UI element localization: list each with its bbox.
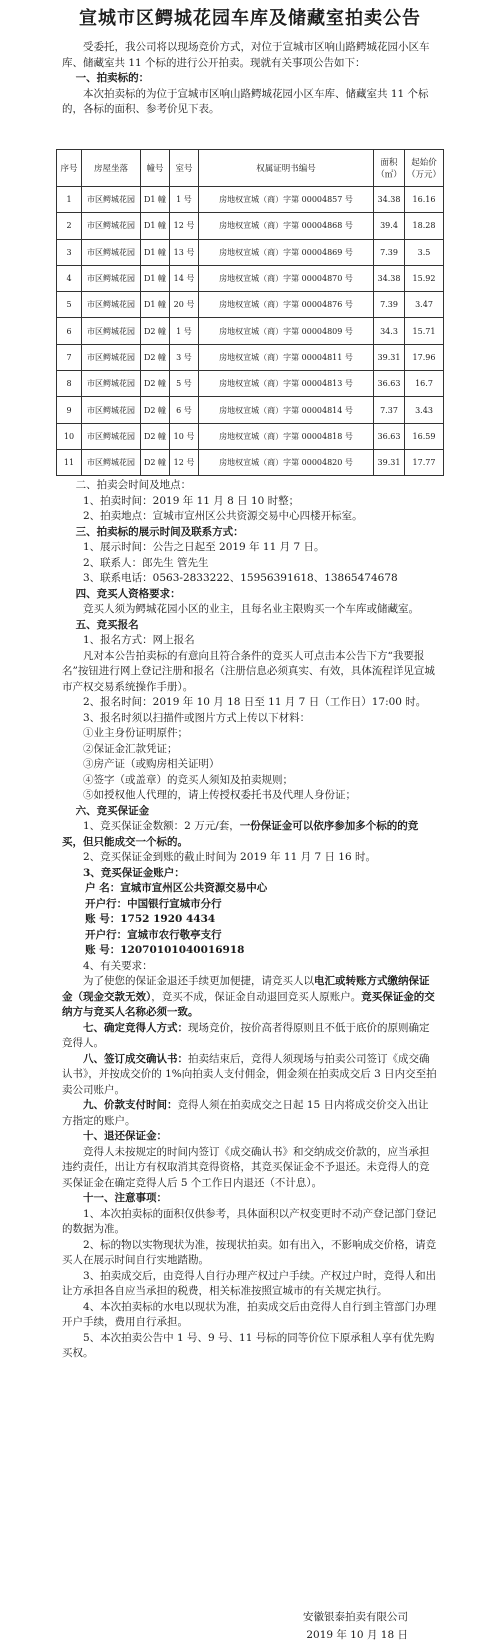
cell-building: D1 幢 <box>141 265 170 291</box>
cell-certificate: 房地权宣城（商）字第 00004820 号 <box>199 449 374 475</box>
table-row <box>57 318 444 344</box>
cell-index: 4 <box>57 265 82 291</box>
registration-method: 1、报名方式：网上报名 <box>83 634 195 646</box>
cell-location: 市区鳄城花园 <box>82 318 141 344</box>
cell-price: 18.28 <box>405 213 444 239</box>
table-row <box>57 265 444 291</box>
table-row <box>57 239 444 265</box>
table-row <box>57 292 444 318</box>
table-row <box>57 397 444 423</box>
cell-area: 34.3 <box>374 318 405 344</box>
account-bank-label: 开户行： <box>85 897 128 910</box>
deposit-requirements <box>62 974 437 1021</box>
deposit-deadline: 2、竞买保证金到账的截止时间为 2019 年 11 月 7 日 16 时。 <box>83 851 377 863</box>
section-7-heading: 七、确定竞得人方式： <box>83 1021 188 1034</box>
cell-certificate: 房地权宣城（商）字第 00004868 号 <box>199 213 374 239</box>
cell-area: 36.63 <box>374 423 405 449</box>
intro-paragraph: 受委托，我公司将以现场竞价方式，对位于宣城市区响山路鳄城花园小区车库、储藏室共 11 个标的进行公开拍卖。现就有关事项公告如下： <box>62 41 430 69</box>
auction-location: 2、拍卖地点：宣城市宣州区公共资源交易中心四楼开标室。 <box>83 510 363 522</box>
cell-room: 20 号 <box>170 292 199 318</box>
deposit-amount <box>62 819 437 850</box>
cell-room: 1 号 <box>170 187 199 213</box>
section-9-text: 竞得人须在拍卖成交之日起 15 日内将成交价交入出让方指定的账户。 <box>62 1099 429 1127</box>
req-part-a: 为了使您的保证金退还手续更加便捷，请竞买人以 <box>83 975 314 987</box>
auction-items-table <box>56 149 444 476</box>
section-10-heading: 十、退还保证金： <box>83 1130 167 1142</box>
table-row <box>57 344 444 370</box>
col-header-location: 房屋坐落 <box>82 150 141 187</box>
note-item: 2、标的物以实物现状为准，按现状拍卖。如有出入，不影响成交价格，请竞买人在展示时间自行实地踏勘。 <box>62 1238 437 1266</box>
footer-company: 安徽银泰拍卖有限公司 <box>303 1611 408 1623</box>
cell-room: 14 号 <box>170 265 199 291</box>
cell-building: D2 幢 <box>141 423 170 449</box>
cell-room: 5 号 <box>170 371 199 397</box>
section-1-heading: 一、拍卖标的： <box>75 72 150 84</box>
cell-area: 34.38 <box>374 187 405 213</box>
account-bank2-line <box>62 928 437 944</box>
col-header-area: 面积（㎡） <box>374 150 405 187</box>
cell-certificate: 房地权宣城（商）字第 00004876 号 <box>199 292 374 318</box>
registration-time: 2、报名时间：2019 年 10 月 18 日至 11 月 7 日（工作日）17:00 时。 <box>83 696 427 708</box>
account-number-label: 账 号： <box>85 913 121 925</box>
material-item: ③房产证（或购房相关证明） <box>83 758 220 770</box>
account-name-line <box>62 881 437 897</box>
cell-price: 3.47 <box>405 292 444 318</box>
auction-time: 1、拍卖时间：2019 年 11 月 8 日 10 时整； <box>83 494 300 507</box>
cell-price: 17.96 <box>405 344 444 370</box>
cell-price: 17.77 <box>405 449 444 475</box>
cell-area: 7.39 <box>374 292 405 318</box>
cell-certificate: 房地权宣城（商）字第 00004809 号 <box>199 318 374 344</box>
account-bank2: 宣城市农行敬亭支行 <box>127 928 222 941</box>
details-block <box>62 478 437 1362</box>
account-number2-line <box>62 943 437 959</box>
cell-area: 7.39 <box>374 239 405 265</box>
cell-index: 2 <box>57 213 82 239</box>
col-header-index: 序号 <box>57 150 82 187</box>
cell-building: D2 幢 <box>141 318 170 344</box>
cell-room: 12 号 <box>170 213 199 239</box>
cell-location: 市区鳄城花园 <box>82 397 141 423</box>
page-title: 宣城市区鳄城花园车库及储藏室拍卖公告 <box>79 8 421 29</box>
cell-certificate: 房地权宣城（商）字第 00004811 号 <box>199 344 374 370</box>
registration-materials: 3、报名时须以扫描件或图片方式上传以下材料： <box>83 711 311 724</box>
section-7-text: 现场竞价，按价高者得原则且不低于底价的原则确定竞得人。 <box>62 1021 430 1049</box>
account-bank-line <box>62 897 437 913</box>
req-part-b: 电汇或转账方式缴纳保证金（现金交款无效） <box>62 975 430 1003</box>
section-3-heading: 三、拍卖标的展示时间及联系方式： <box>75 525 244 538</box>
registration-instructions: 凡对本公告拍卖标的有意向且符合条件的竞买人可点击本公告下方“我要报名”按钮进行网上登记注册和报名（注册信息必须真实、有效，具体流程详见宣城市产权交易系统操作手册）。 <box>62 649 435 693</box>
section-5-heading: 五、竞买报名 <box>75 618 139 631</box>
cell-index: 9 <box>57 397 82 423</box>
material-item: ⑤如授权他人代理的，请上传授权委托书及代理人身份证； <box>83 789 356 801</box>
cell-location: 市区鳄城花园 <box>82 449 141 475</box>
cell-location: 市区鳄城花园 <box>82 239 141 265</box>
cell-location: 市区鳄城花园 <box>82 371 141 397</box>
contact-phone: 3、联系电话：0563-2833222、15956391618、13865474678 <box>83 572 398 584</box>
cell-building: D1 幢 <box>141 292 170 318</box>
section-1-text: 本次拍卖标的为位于宣城市区响山路鳄城花园小区车库、储藏室共 11 个标的，各标的面积、参考价见下表。 <box>62 87 429 115</box>
section-10-text: 竞得人未按规定的时间内签订《成交确认书》和交纳成交价款的，应当承担违约责任，出让方有权取消其竞得资格，其竞买保证金不予退还。未竞得人的竞买保证金在确定竞得人后 5 个工作日内退还（不计息）。 <box>62 1145 430 1189</box>
account-number-line <box>62 912 437 928</box>
cell-room: 6 号 <box>170 397 199 423</box>
cell-index: 8 <box>57 371 82 397</box>
section-8 <box>62 1052 437 1099</box>
table-row <box>57 187 444 213</box>
note-item: 4、本次拍卖标的水电以现状为准，拍卖成交后由竞得人自行到主管部门办理开户手续，费用自行承担。 <box>62 1300 437 1328</box>
footer <box>303 1608 408 1644</box>
account-number2-label: 账 号： <box>85 944 121 956</box>
cell-index: 1 <box>57 187 82 213</box>
cell-location: 市区鳄城花园 <box>82 265 141 291</box>
table-body <box>57 187 444 476</box>
material-item: ④签字（或盖章）的竞买人须知及拍卖规则； <box>83 773 293 786</box>
cell-location: 市区鳄城花园 <box>82 213 141 239</box>
note-item: 1、本次拍卖标的面积仅供参考，具体面积以产权变更时不动产登记部门登记的数据为准。 <box>62 1207 437 1235</box>
cell-area: 39.4 <box>374 213 405 239</box>
cell-building: D2 幢 <box>141 371 170 397</box>
cell-certificate: 房地权宣城（商）字第 00004857 号 <box>199 187 374 213</box>
account-number: 1752 1920 4434 <box>120 913 216 925</box>
cell-area: 34.38 <box>374 265 405 291</box>
cell-room: 13 号 <box>170 239 199 265</box>
section-9-heading: 九、价款支付时间： <box>83 1099 178 1111</box>
cell-price: 3.5 <box>405 239 444 265</box>
cell-location: 市区鳄城花园 <box>82 344 141 370</box>
table-header-row <box>57 150 444 187</box>
display-time: 1、展示时间：公告之日起至 2019 年 11 月 7 日。 <box>83 541 325 553</box>
cell-certificate: 房地权宣城（商）字第 00004814 号 <box>199 397 374 423</box>
contact-person: 2、联系人：郎先生 管先生 <box>83 556 209 569</box>
table-row <box>57 213 444 239</box>
cell-area: 39.31 <box>374 344 405 370</box>
cell-location: 市区鳄城花园 <box>82 187 141 213</box>
material-item: ②保证金汇款凭证； <box>83 742 178 755</box>
col-header-certificate: 权属证明书编号 <box>199 150 374 187</box>
cell-room: 1 号 <box>170 318 199 344</box>
account-name-label: 户 名： <box>85 882 121 894</box>
cell-building: D2 幢 <box>141 449 170 475</box>
cell-certificate: 房地权宣城（商）字第 00004870 号 <box>199 265 374 291</box>
note-item: 5、本次拍卖公告中 1 号、9 号、11 号标的同等价位下原承租人享有优先购买权。 <box>62 1331 435 1359</box>
cell-index: 10 <box>57 423 82 449</box>
cell-index: 3 <box>57 239 82 265</box>
cell-building: D1 幢 <box>141 213 170 239</box>
cell-index: 5 <box>57 292 82 318</box>
cell-price: 15.71 <box>405 318 444 344</box>
cell-certificate: 房地权宣城（商）字第 00004818 号 <box>199 423 374 449</box>
req-part-c: ，竞买不成，保证金自动退回竞买人原账户。 <box>151 990 362 1003</box>
note-item: 3、拍卖成交后，由竞得人自行办理产权过户手续。产权过户时，竞得人和出让方承担各自应当承担的税费，相关标准按照宣城市的有关规定执行。 <box>62 1269 437 1297</box>
section-8-heading: 八、签订成交确认书： <box>83 1052 188 1065</box>
cell-room: 12 号 <box>170 449 199 475</box>
account-bank: 中国银行宣城市分行 <box>127 897 222 910</box>
col-header-room: 室号 <box>170 150 199 187</box>
intro-block <box>62 40 437 118</box>
cell-certificate: 房地权宣城（商）字第 00004869 号 <box>199 239 374 265</box>
cell-area: 7.37 <box>374 397 405 423</box>
req-part-d: 竞买保证金的交纳方与竞买人名称必须一致。 <box>62 990 435 1018</box>
section-8-text: 拍卖结束后，竞得人须现场与拍卖公司签订《成交确认书》，并按成交价的 1%向拍卖人支付佣金，佣金须在拍卖成交后 3 日内交至拍卖公司账户。 <box>62 1052 437 1096</box>
cell-price: 16.7 <box>405 371 444 397</box>
section-11-heading: 十一、注意事项： <box>83 1192 167 1204</box>
cell-index: 6 <box>57 318 82 344</box>
account-bank2-label: 开户行： <box>85 928 128 941</box>
account-number2: 12070101040016918 <box>120 944 245 956</box>
deposit-amount-text: 1、竞买保证金数额：2 万元/套， <box>83 820 240 832</box>
cell-building: D2 幢 <box>141 397 170 423</box>
cell-price: 16.59 <box>405 423 444 449</box>
cell-building: D1 幢 <box>141 239 170 265</box>
cell-building: D1 幢 <box>141 187 170 213</box>
cell-area: 39.31 <box>374 449 405 475</box>
material-item: ①业主身份证明原件； <box>83 727 188 739</box>
cell-price: 15.92 <box>405 265 444 291</box>
section-7 <box>62 1021 437 1052</box>
cell-certificate: 房地权宣城（商）字第 00004813 号 <box>199 371 374 397</box>
col-header-price: 起始价（万元） <box>405 150 444 187</box>
cell-price: 16.16 <box>405 187 444 213</box>
section-6-heading: 六、竞买保证金 <box>75 804 150 817</box>
cell-index: 11 <box>57 449 82 475</box>
cell-index: 7 <box>57 344 82 370</box>
cell-location: 市区鳄城花园 <box>82 292 141 318</box>
account-name: 宣城市宣州区公共资源交易中心 <box>120 882 268 894</box>
footer-date: 2019 年 10 月 18 日 <box>306 1629 408 1641</box>
deposit-account-heading: 3、竞买保证金账户： <box>83 866 185 879</box>
deposit-requirements-heading: 4、有关要求： <box>83 959 153 972</box>
deposit-rule: 一份保证金可以依序参加多个标的的竞买，但只能成交一个标的。 <box>62 820 419 848</box>
cell-building: D2 幢 <box>141 344 170 370</box>
section-4-heading: 四、竞买人资格要求： <box>75 587 181 600</box>
section-2-heading: 二、拍卖会时间及地点： <box>75 479 192 491</box>
cell-location: 市区鳄城花园 <box>82 423 141 449</box>
cell-room: 10 号 <box>170 423 199 449</box>
cell-area: 36.63 <box>374 371 405 397</box>
table-row <box>57 423 444 449</box>
table-row <box>57 371 444 397</box>
cell-price: 3.43 <box>405 397 444 423</box>
section-9 <box>62 1098 437 1129</box>
section-4-text: 竞买人须为鳄城花园小区的业主，且每名业主限购买一个车库或储藏室。 <box>83 603 419 615</box>
table-row <box>57 449 444 475</box>
cell-room: 3 号 <box>170 344 199 370</box>
col-header-building: 幢号 <box>141 150 170 187</box>
